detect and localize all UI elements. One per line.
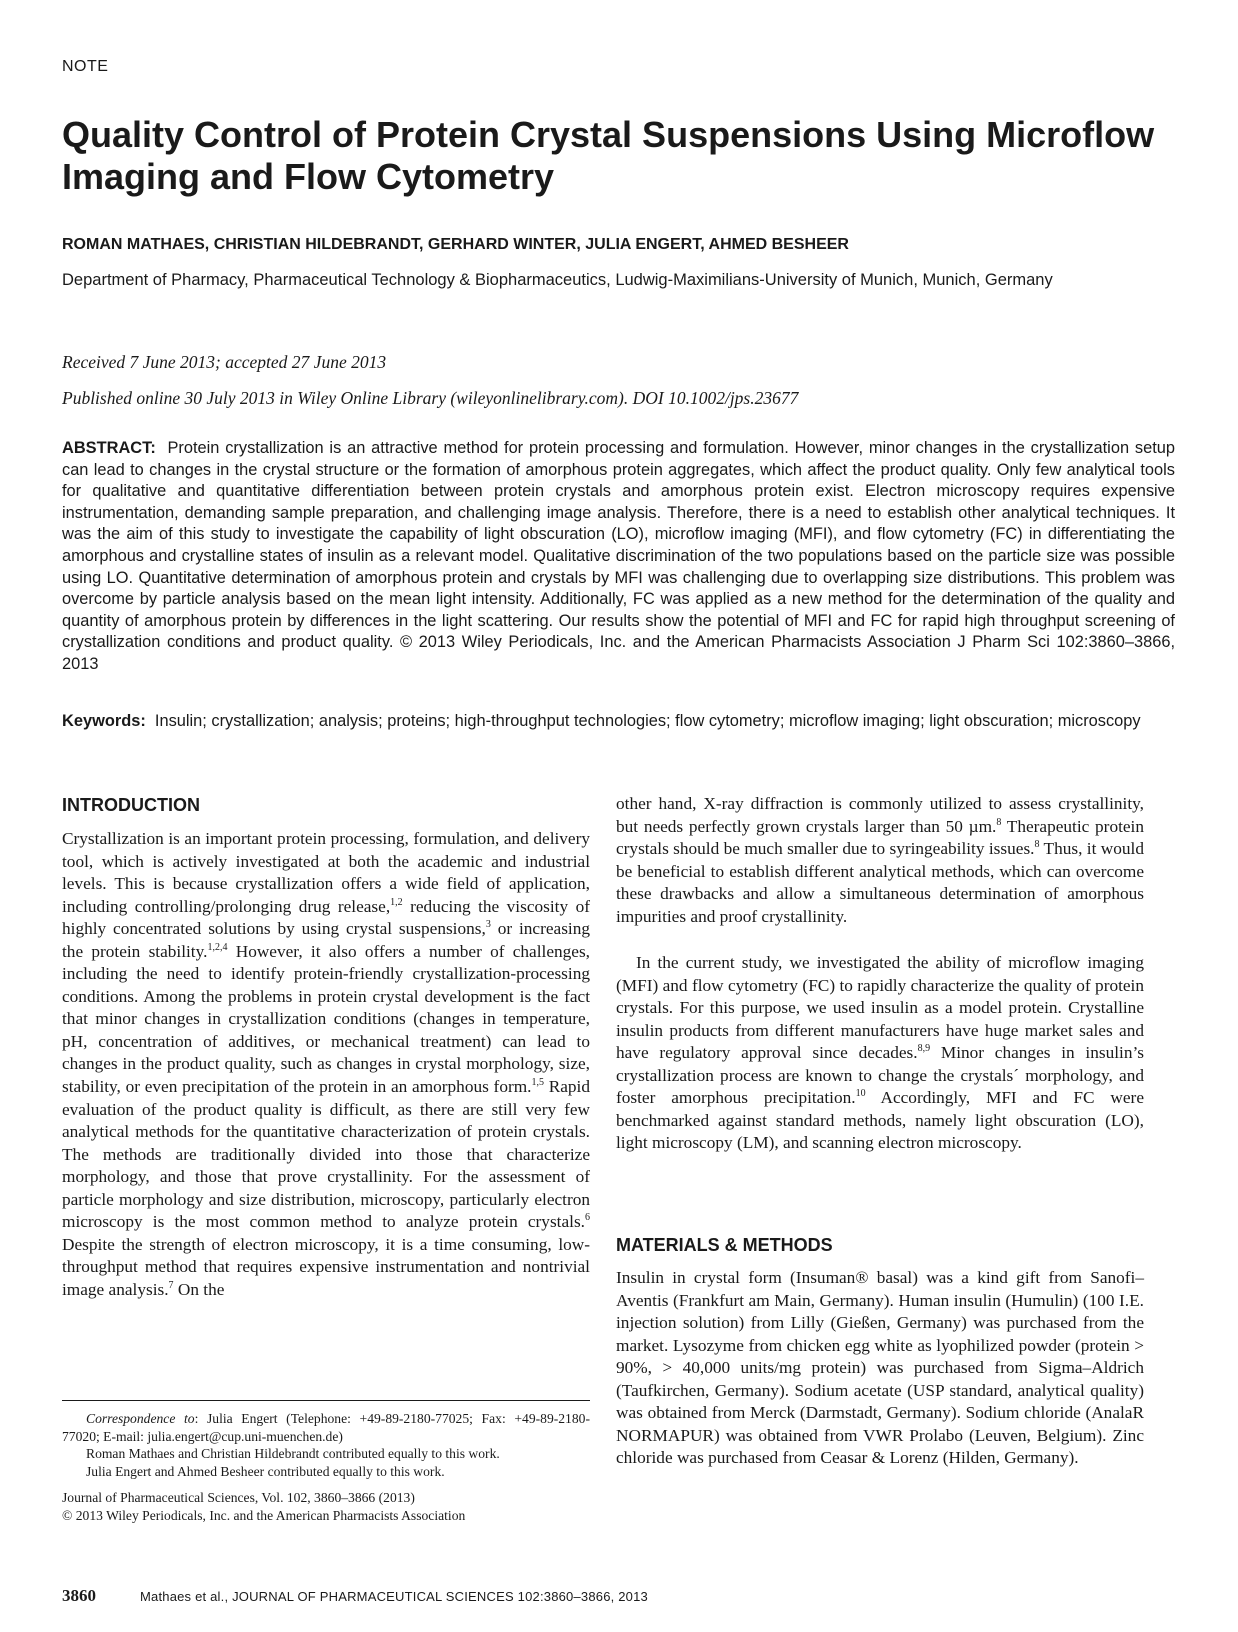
text-segment: Accordingly, MFI and FC were benchmarked against standard methods, namely light obscuration (LO), light microscopy (LM), and scanning electron microscopy.: [616, 1088, 1144, 1153]
introduction-paragraph-2: [616, 952, 1144, 1155]
text-segment: Despite the strength of electron microscopy, it is a time consuming, low-throughput method that requires expensive instrumentation and nontrivial image analysis.: [62, 1234, 590, 1299]
citation: 10: [855, 1088, 866, 1100]
citation: 7: [168, 1280, 174, 1292]
publication-info: Published online 30 July 2013 in Wiley Online Library (wileyonlinelibrary.com). DOI 10.1002/jps.23677: [62, 388, 799, 408]
footnote-divider: [62, 1400, 590, 1401]
received-dates: Received 7 June 2013; accepted 27 June 2013: [62, 352, 387, 372]
methods-paragraph: Insulin in crystal form (Insuman® basal) was a kind gift from Sanofi–Aventis (Frankfurt am Main, Germany). Human insulin (Humulin) (100 I.E. injection solution) from Lilly (Gießen, Germany) was purchased from the market. Lysozyme from chicken egg white as lyophilized powder (protein > 90%, > 40,000 units/mg protein) was purchased from Sigma–Aldrich (Taufkirchen, Germany). Sodium acetate (USP standard, analytical quality) was obtained from Merck (Darmstadt, Germany). Sodium chloride (AnalaR NORMAPUR) was obtained from VWR Prolabo (Leuven, Belgium). Zinc chloride was purchased from Ceasar & Lorenz (Hilden, Germany).: [616, 1268, 1144, 1468]
citation: 3: [485, 919, 491, 931]
abstract-label: ABSTRACT:: [62, 439, 156, 457]
correspondence-label: Correspondence to: [86, 1411, 195, 1426]
equal-contribution-note-2: Julia Engert and Ahmed Besheer contributed equally to this work.: [86, 1464, 445, 1479]
text-segment: On the: [173, 1279, 225, 1299]
text-segment: Crystallization is an important protein processing, formulation, and delivery tool, which is actively investigated at both the academic and industrial levels. This is because crystallization offers a wide field of application, including controlling/prolonging drug release,: [62, 829, 590, 916]
introduction-continuation: [616, 793, 1144, 928]
running-footer: Mathaes et al., JOURNAL OF PHARMACEUTICAL SCIENCES 102:3860–3866, 2013: [140, 1589, 648, 1604]
text-segment: reducing the viscosity of highly concentrated solutions by using crystal suspensions,: [62, 896, 590, 939]
introduction-paragraph: [62, 828, 590, 1301]
page-number: 3860: [62, 1586, 96, 1605]
citation: 6: [585, 1212, 590, 1224]
text-segment: other hand, X-ray diffraction is commonly utilized to assess crystallinity, but needs perfectly grown crystals larger than 50 µm.: [616, 794, 1144, 836]
text-segment: Therapeutic protein crystals should be much smaller due to syringeability issues.: [616, 816, 1144, 859]
correspondence-footnote: [62, 1410, 590, 1445]
text-segment: or increasing the protein stability.: [62, 919, 590, 961]
article-title: Quality Control of Protein Crystal Suspensions Using Microflow Imaging and Flow Cytometry: [62, 114, 1155, 197]
text-segment: In the current study, we investigated the ability of microflow imaging (MFI) and flow cytometry (FC) to rapidly characterize the quality of protein crystals. For this purpose, we used insulin as a model protein. Crystalline insulin products from different manufacturers have huge market sales and have regulatory approval since decades.: [616, 953, 1144, 1063]
methods-heading: MATERIALS & METHODS: [616, 1235, 833, 1255]
author-list: ROMAN MATHAES, CHRISTIAN HILDEBRANDT, GERHARD WINTER, JULIA ENGERT, AHMED BESHEER: [62, 236, 849, 253]
text-segment: Rapid evaluation of the product quality is difficult, as there are still very few analytical methods for the quantitative characterization of protein crystals. The methods are traditionally divided into those that characterize morphology, and those that prove crystallinity. For the assessment of particle morphology and size distribution, microscopy, particularly electron microscopy is the most common method to analyze protein crystals.: [62, 1077, 590, 1232]
keywords: [62, 711, 1175, 733]
text-segment: Thus, it would be beneficial to establish different analytical methods, which can overcome these drawbacks and allow a simultaneous determination of amorphous impurities and proof crystallinity.: [616, 839, 1144, 926]
citation: 8,9: [917, 1043, 931, 1055]
keywords-text: Insulin; crystallization; analysis; proteins; high-throughput technologies; flow cytometry; microflow imaging; light obscuration; microscopy: [154, 712, 1141, 730]
citation: 1,2: [390, 896, 403, 908]
text-segment: However, it also offers a number of challenges, including the need to identify protein-friendly crystallization-processing conditions. Among the problems in protein crystal development is the fact that minor changes in crystallization conditions (changes in temperature, pH, concentration of additives, or mechanical treatment) can lead to changes in the product quality, such as changes in crystal morphology, size, stability, or even precipitation of the protein in an amorphous form.: [62, 941, 590, 1097]
introduction-heading: INTRODUCTION: [62, 795, 200, 815]
abstract-text: Protein crystallization is an attractive method for protein processing and formulation. However, minor changes in the crystallization setup can lead to changes in the crystal structure or the formation of amorphous protein aggregates, which affect the product quality. Only few analytical tools for qualitative and quantitative differentiation between protein crystals and amorphous protein exist. Electron microscopy requires expensive instrumentation, demanding sample preparation, and challenging image analysis. Therefore, there is a need to establish other analytical techniques. It was the aim of this study to investigate the capability of light obscuration (LO), microflow imaging (MFI), and flow cytometry (FC) in differentiating the amorphous and crystalline states of insulin as a relevant model. Qualitative discrimination of the two populations based on the particle size was possible using LO. Quantitative determination of amorphous protein and crystals by MFI was challenging due to overlapping size distributions. This problem was overcome by particle analysis based on the mean light intensity. Additionally, FC was applied as a new method for the determination of the quality and quantity of amorphous protein by differences in the light scattering. Our results show the potential of MFI and FC for rapid high throughput screening of crystallization conditions and product quality. © 2013 Wiley Periodicals, Inc. and the American Pharmacists Association J Pharm Sci 102:3860–3866, 2013: [62, 439, 1175, 673]
text-segment: Minor changes in insulin’s crystallization process are known to change the crystals´ morphology, and foster amorphous precipitation.: [616, 1043, 1144, 1108]
abstract: [62, 438, 1175, 676]
affiliation: Department of Pharmacy, Pharmaceutical Technology & Biopharmaceutics, Ludwig-Maximilians-University of Munich, Munich, Germany: [62, 271, 1053, 289]
citation: 1,5: [531, 1077, 544, 1089]
keywords-label: Keywords:: [62, 712, 146, 730]
equal-contribution-note-1: Roman Mathaes and Christian Hildebrandt contributed equally to this work.: [86, 1446, 500, 1461]
section-label: NOTE: [62, 58, 109, 75]
citation: 8: [996, 816, 1002, 828]
copyright-notice: © 2013 Wiley Periodicals, Inc. and the American Pharmacists Association: [62, 1508, 466, 1523]
citation: 1,2,4: [207, 941, 228, 953]
journal-citation: Journal of Pharmaceutical Sciences, Vol. 102, 3860–3866 (2013): [62, 1490, 415, 1505]
correspondence-text: : Julia Engert (Telephone: +49-89-2180-77025; Fax: +49-89-2180-77020; E-mail: julia.engert@cup.uni-muenchen.de): [62, 1411, 590, 1444]
citation: 8: [1034, 839, 1040, 851]
